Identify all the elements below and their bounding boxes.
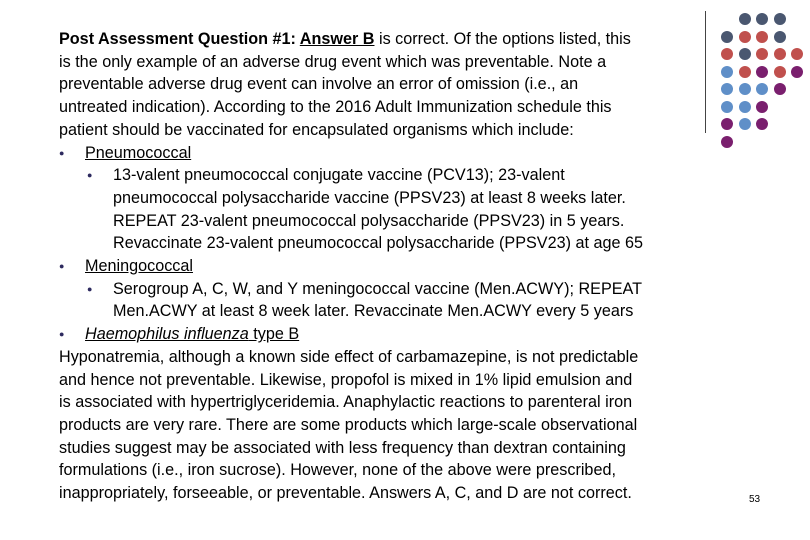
para2-line6: formulations (i.e., iron sucrose). However, none of the above were prescribed, bbox=[59, 461, 616, 480]
decorative-dot-dark bbox=[774, 13, 786, 25]
bullet-icon: ● bbox=[59, 147, 65, 158]
sub-bullet-menacwy-line2: Men.ACWY at least 8 week later. Revaccinate Men.ACWY every 5 years bbox=[113, 302, 634, 321]
para1-line5: patient should be vaccinated for encapsulated organisms which include: bbox=[59, 120, 574, 139]
bullet-icon: ● bbox=[59, 329, 65, 340]
bullet-meningococcal-label: Meningococcal bbox=[85, 257, 193, 276]
decorative-dot-purple bbox=[721, 136, 733, 148]
decorative-dot-red bbox=[791, 48, 803, 60]
decorative-dot-blue bbox=[739, 118, 751, 130]
decorative-dot-red bbox=[774, 66, 786, 78]
sub-bullet-menacwy-line1: Serogroup A, C, W, and Y meningococcal vaccine (Men.ACWY); REPEAT bbox=[113, 279, 643, 298]
decorative-dot-purple bbox=[791, 66, 803, 78]
sub-bullet-pcv13-line4: Revaccinate 23-valent pneumococcal polysaccharide (PPSV23) at age 65 bbox=[113, 234, 643, 253]
sub-bullet-pcv13-line1: 13-valent pneumococcal conjugate vaccine (PCV13); 23-valent bbox=[113, 166, 565, 185]
decorative-dot-red bbox=[774, 48, 786, 60]
decorative-dot-red bbox=[756, 31, 768, 43]
para1-line3: preventable adverse drug event can involve an error of omission (i.e., an bbox=[59, 75, 579, 94]
para2-line3: is associated with hypertriglyceridemia. Anaphylactic reactions to parenteral iron bbox=[59, 393, 633, 412]
bullet-pneumococcal bbox=[59, 142, 719, 165]
decorative-dot-dark bbox=[739, 48, 751, 60]
decorative-dot-dark bbox=[774, 31, 786, 43]
para2-line4: products are very rare. There are some products which large-scale observational bbox=[59, 415, 638, 434]
bullet-icon: ● bbox=[87, 170, 93, 181]
decorative-dot-purple bbox=[721, 118, 733, 130]
decorative-dot-purple bbox=[756, 66, 768, 78]
para2-line7: inappropriately, forseeable, or preventable. Answers A, C, and D are not correct. bbox=[59, 484, 632, 503]
decorative-dot-dark bbox=[721, 31, 733, 43]
para2-line2: and hence not preventable. Likewise, propofol is mixed in 1% lipid emulsion and bbox=[59, 370, 633, 389]
decorative-dot-blue bbox=[721, 101, 733, 113]
question-heading: Post Assessment Question #1: bbox=[59, 30, 300, 48]
decorative-dot-red bbox=[756, 48, 768, 60]
decorative-dot-purple bbox=[756, 118, 768, 130]
bullet-haemophilus-label bbox=[85, 325, 299, 343]
bullet-meningococcal bbox=[59, 255, 719, 278]
decorative-dot-blue bbox=[756, 83, 768, 95]
para2-line5: studies suggest may be associated with less frequency than dextran containing bbox=[59, 438, 626, 457]
sub-bullet-pcv13-line3: REPEAT 23-valent pneumococcal polysaccharide (PPSV23) in 5 years. bbox=[113, 211, 625, 230]
sub-bullet-menacwy bbox=[59, 278, 719, 301]
decorative-dot-red bbox=[739, 66, 751, 78]
para1-line2: is the only example of an adverse drug event which was preventable. Note a bbox=[59, 52, 607, 71]
para2-line1: Hyponatremia, although a known side effect of carbamazepine, is not predictable bbox=[59, 347, 639, 366]
decorative-dot-dark bbox=[739, 13, 751, 25]
para1-line1-rest: is correct. Of the options listed, this bbox=[374, 30, 631, 48]
decorative-dot-blue bbox=[721, 66, 733, 78]
decorative-dot-blue bbox=[739, 83, 751, 95]
bullet-haemophilus bbox=[59, 323, 719, 346]
para1-line4: untreated indication). According to the 2016 Adult Immunization schedule this bbox=[59, 98, 612, 117]
decorative-dot-dark bbox=[756, 13, 768, 25]
haemophilus-italic: Haemophilus influenza bbox=[85, 325, 249, 344]
para1-line1 bbox=[59, 28, 719, 51]
decorative-dot-purple bbox=[756, 101, 768, 113]
answer-label: Answer B bbox=[299, 30, 375, 48]
decorative-dot-blue bbox=[739, 101, 751, 113]
decorative-dot-red bbox=[721, 48, 733, 60]
sub-bullet-pcv13 bbox=[59, 164, 719, 187]
sub-bullet-pcv13-line2: pneumococcal polysaccharide vaccine (PPSV23) at least 8 weeks later. bbox=[113, 188, 626, 207]
bullet-icon: ● bbox=[59, 261, 65, 272]
decorative-dot-blue bbox=[721, 83, 733, 95]
haemophilus-rest: type B bbox=[248, 325, 300, 344]
slide-body bbox=[59, 28, 719, 505]
page-number: 53 bbox=[749, 494, 761, 505]
bullet-icon: ● bbox=[87, 283, 93, 294]
bullet-pneumococcal-label: Pneumococcal bbox=[85, 143, 192, 162]
decorative-dot-red bbox=[739, 31, 751, 43]
decorative-dot-purple bbox=[774, 83, 786, 95]
